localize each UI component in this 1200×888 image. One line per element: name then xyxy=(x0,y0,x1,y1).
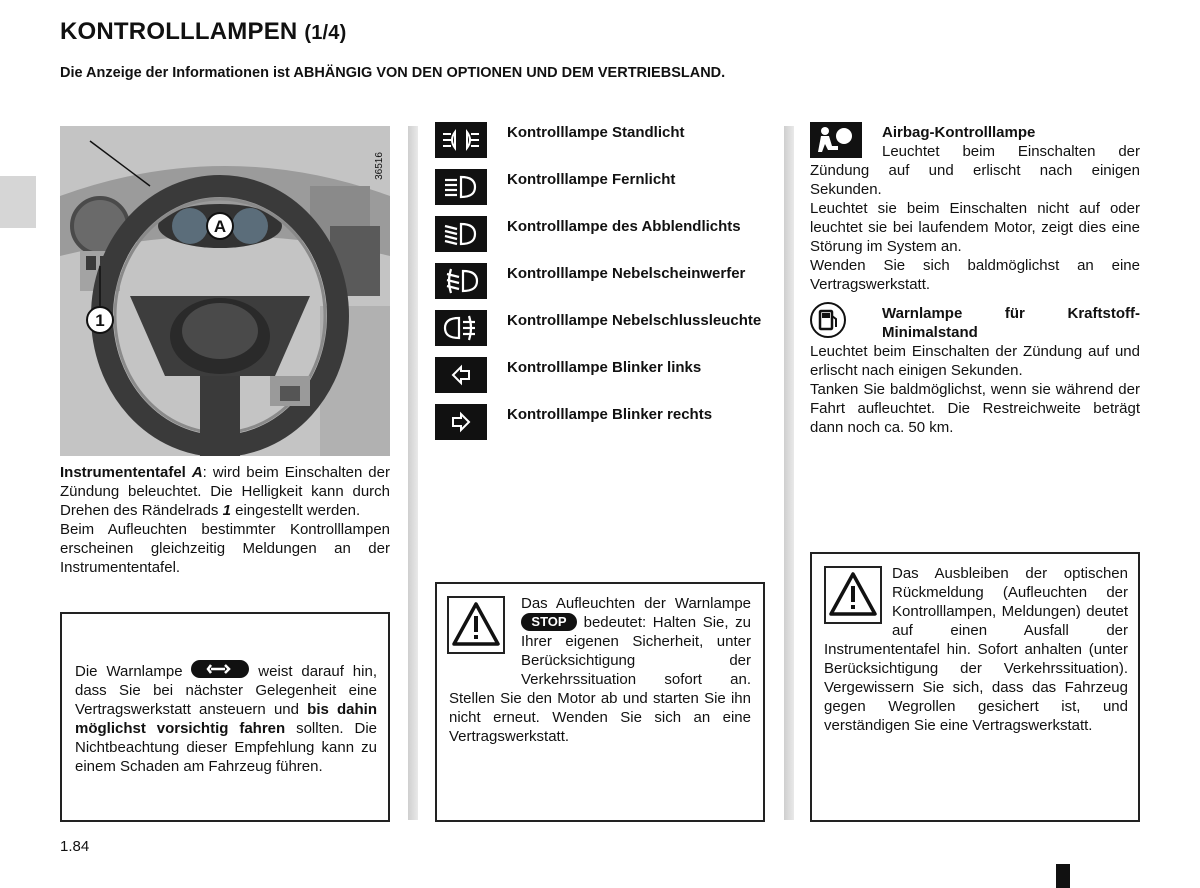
front-fog-icon xyxy=(435,263,487,299)
turn-right-icon xyxy=(435,404,487,440)
lamp-label: Kontrolllampe Fernlicht xyxy=(507,171,676,188)
sidelight-icon xyxy=(435,122,487,158)
service-note-text: Die Warnlampe weist darauf hin, dass Sie bei nächster Gelegenheit eine Vertragswerkstatt ansteuern und bis dahin möglichst vorsichtig fahren sollten. Die Nichtbeachtung dieser Empfehlung kann zu einem Schaden am Fahrzeug führen. xyxy=(75,660,377,776)
rear-fog-icon xyxy=(435,310,487,346)
page-subtitle: Die Anzeige der Informationen ist ABHÄNGIG VON DEN OPTIONEN UND DEM VERTRIEBSLAND. xyxy=(60,65,726,81)
chapter-tab xyxy=(0,176,36,228)
stop-warning-text: Das Aufleuchten der Warnlampe STOP bedeutet: Halten Sie, zu Ihrer eigenen Sicherheit, unter Berücksichtigung der Verkehrssituation sofort an. Stellen Sie den Motor ab und starten Sie ihn nicht erneut. Wenden Sie sich an eine Vertragswerkstatt. xyxy=(449,595,751,745)
lamp-label: Kontrolllampe Blinker links xyxy=(507,359,702,376)
wrench-icon xyxy=(191,660,249,678)
page-title: KONTROLLLAMPEN (1/4) xyxy=(60,18,347,45)
caption-bold: Instrumententafel xyxy=(60,464,192,481)
instrument-failure-text: Das Ausbleiben der optischen Rückmeldung (Aufleuchten der Kontrolllampen, Meldungen) deutet auf einen Ausfall der Instrumententafel hin. Sofort anhalten (unter Berücksichtigung der Verkehrssituation). Vergewissern Sie sich, dass das Fahrzeug gegen Wegrollen gesichert ist, und verständigen Sie eine Vertragswerkstatt. xyxy=(824,565,1128,734)
lamp-label: Kontrolllampe Nebelschlussleuchte xyxy=(507,312,762,329)
turn-left-icon xyxy=(435,357,487,393)
dashboard-illustration xyxy=(60,126,390,456)
caption-text-1: : wird beim Einschalten der Zündung beleuchtet. Die Helligkeit kann durch Drehen des Rändelrads xyxy=(60,464,390,519)
airbag-title: Airbag-Kontrolllampe xyxy=(882,124,1036,141)
stop-icon: STOP xyxy=(521,613,577,631)
page-edge-marker xyxy=(1056,864,1070,888)
page-number: 1.84 xyxy=(60,838,90,855)
stop-warning-box xyxy=(435,582,765,822)
page-title-suffix: (1/4) xyxy=(304,22,347,44)
service-note-box xyxy=(60,612,390,822)
airbag-description: Airbag-Kontrolllampe Leuchtet beim Einschalten der Zündung auf und erlischt nach einigen Sekunden. Leuchtet sie beim Einschalten nicht auf oder leuchtet sie bei laufendem Motor, zeigt dies eine Störung im System an. Wenden Sie sich baldmöglichst an eine Vertragswerkstatt. xyxy=(810,124,1140,293)
lamp-label: Kontrolllampe Blinker rechts xyxy=(507,406,713,423)
fuel-title: Warnlampe für Kraftstoff-Minimalstand xyxy=(882,305,1140,341)
instrument-failure-warning-box xyxy=(810,552,1140,822)
dashboard-drawing xyxy=(60,126,390,456)
caption-text-2: eingestellt werden. xyxy=(230,502,361,519)
figure-number: 36516 xyxy=(374,152,385,180)
callout-1-label: 1 xyxy=(95,311,105,330)
low-beam-icon xyxy=(435,216,487,252)
caption-italic: A xyxy=(191,464,203,481)
column-divider-left xyxy=(408,126,418,820)
right-column xyxy=(810,122,1140,442)
lamp-label: Kontrolllampe des Abblendlichts xyxy=(507,218,741,235)
callout-a-label: A xyxy=(213,217,227,236)
dashboard-caption xyxy=(60,463,390,577)
high-beam-icon xyxy=(435,169,487,205)
lamp-label: Kontrolllampe Nebelscheinwerfer xyxy=(507,265,746,282)
column-divider-right xyxy=(784,126,794,820)
lamp-label: Kontrolllampe Standlicht xyxy=(507,124,685,141)
fuel-description: Warnlampe für Kraftstoff-Minimalstand Leuchtet beim Einschalten der Zündung auf und erlischt nach einigen Sekunden. Tanken Sie baldmöglichst, wenn sie während der Fahrt aufleuchtet. Die Restreichweite beträgt dann noch ca. 50 km. xyxy=(810,305,1140,436)
caption-paragraph-2: Beim Aufleuchten bestimmter Kontrolllampen erscheinen gleichzeitig Meldungen an der Instrumententafel. xyxy=(60,521,390,576)
caption-number: 1 xyxy=(222,502,231,519)
